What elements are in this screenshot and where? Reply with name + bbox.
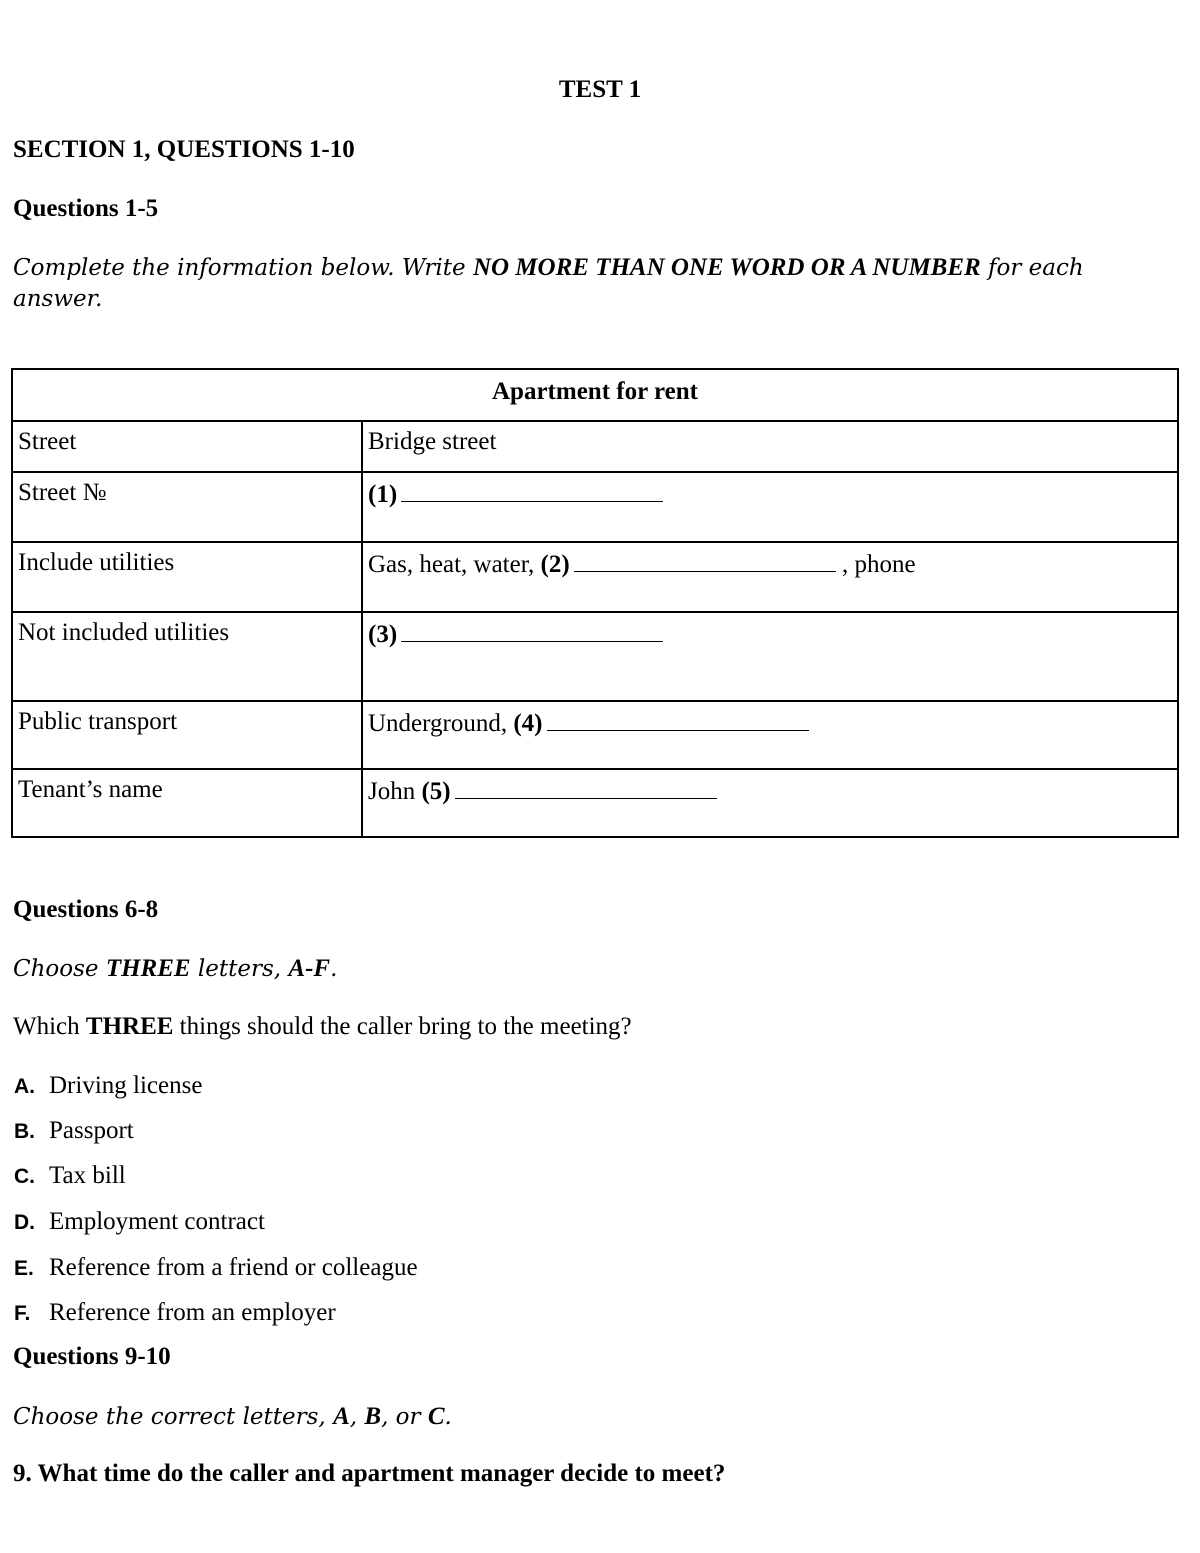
row-value [362,769,1178,837]
option-text: Reference from an employer [49,1299,336,1326]
option-d[interactable] [14,1208,265,1236]
row-value-text: , phone [835,551,916,578]
option-letter: E. [14,1257,34,1280]
questions-1-5-instruction [13,254,1084,282]
option-text: Employment contract [49,1208,265,1235]
table-row [12,701,1178,769]
option-letter: A. [14,1075,35,1098]
row-label: Street [12,421,362,472]
row-label: Public transport [12,701,362,769]
option-text: Passport [49,1117,134,1144]
option-text: Tax bill [49,1162,126,1189]
section-heading: SECTION 1, QUESTIONS 1-10 [13,136,355,163]
row-label: Include utilities [12,542,362,612]
row-label: Not included utilities [12,612,362,701]
instruction-emphasis: NO MORE THAN ONE WORD OR A NUMBER [472,254,981,281]
questions-1-5-instruction-line2: answer. [13,286,103,312]
instruction-text: for each [980,255,1084,281]
option-letter: D. [14,1211,35,1234]
instruction-text: letters, [190,956,289,982]
question-9: 9. What time do the caller and apartment manager decide to meet? [13,1460,726,1487]
questions-6-8-heading: Questions 6-8 [13,896,159,923]
option-letter: F. [14,1302,31,1325]
option-letter: C. [14,1165,35,1188]
instruction-text: Choose the correct letters, [13,1404,334,1430]
table-row [12,612,1178,701]
instruction-text: , [349,1404,365,1430]
instruction-text: Choose [13,956,106,982]
row-value-text: John [368,778,422,805]
questions-6-8-instruction [13,955,337,983]
instruction-text: . [444,1404,452,1430]
answer-number: (5) [421,778,451,805]
answer-number: (4) [513,710,543,737]
option-b[interactable] [14,1117,134,1145]
table-row [12,472,1178,542]
instruction-emphasis: A-F [288,955,331,982]
answer-number: (2) [540,551,570,578]
questions-9-10-instruction [13,1403,452,1431]
row-value-text: Underground, [368,710,514,737]
instruction-emphasis: B [364,1403,382,1430]
apartment-table [11,368,1179,838]
prompt-emphasis: THREE [85,1013,174,1040]
page-title: TEST 1 [558,76,642,103]
answer-blank-2[interactable] [574,549,836,572]
instruction-emphasis: THREE [105,955,191,982]
row-label: Tenant’s name [12,769,362,837]
answer-blank-4[interactable] [547,708,809,731]
row-label: Street № [12,472,362,542]
instruction-emphasis: C [427,1403,445,1430]
row-value-text: Gas, heat, water, [368,551,541,578]
option-letter: B. [14,1120,35,1143]
answer-blank-3[interactable] [401,619,663,642]
row-value [362,421,1178,472]
answer-blank-5[interactable] [455,776,717,799]
answer-blank-1[interactable] [401,479,663,502]
table-row [12,542,1178,612]
option-text: Reference from a friend or colleague [49,1254,418,1281]
instruction-text: Complete the information below. Write [13,255,473,281]
row-value-text: Bridge street [368,428,497,455]
row-value [362,472,1178,542]
questions-1-5-heading: Questions 1-5 [13,195,159,222]
option-f[interactable] [14,1299,336,1327]
table-row [12,421,1178,472]
prompt-text: Which [13,1013,86,1040]
table-row [12,769,1178,837]
answer-number: (3) [368,621,398,648]
option-text: Driving license [49,1072,203,1099]
answer-number: (1) [368,481,398,508]
table-header: Apartment for rent [12,369,1178,421]
prompt-text: things should the caller bring to the meeting? [173,1013,632,1040]
row-value [362,542,1178,612]
option-e[interactable] [14,1254,418,1282]
question-6-8-prompt [13,1013,632,1041]
option-a[interactable] [14,1072,202,1100]
questions-9-10-heading: Questions 9-10 [13,1343,171,1370]
instruction-emphasis: A [333,1403,350,1430]
row-value [362,701,1178,769]
option-c[interactable] [14,1162,126,1190]
row-value [362,612,1178,701]
instruction-text: , or [381,1404,428,1430]
instruction-text: . [330,956,338,982]
